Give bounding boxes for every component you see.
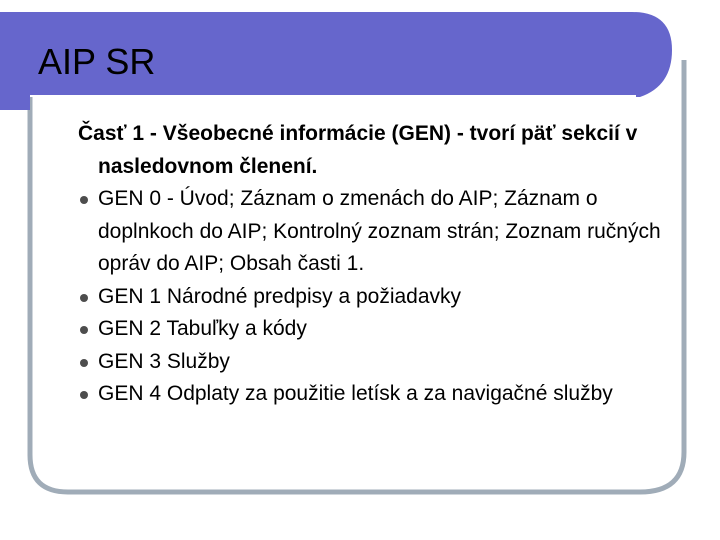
slide-title: AIP SR (38, 41, 156, 82)
bullet-text: GEN 2 Tabuľky a kódy (98, 317, 307, 340)
list-item (78, 281, 678, 314)
list-item (78, 378, 678, 411)
intro-text: Časť 1 - Všeobecné informácie (GEN) - tvorí päť sekcií v nasledovnom členení. (78, 122, 638, 178)
bullet-text: GEN 0 - Úvod; Záznam o zmenách do AIP; Záznam o doplnkoch do AIP; Kontrolný zoznam strán; Zoznam ručných opráv do AIP; Obsah časti 1. (98, 187, 661, 275)
list-item (78, 346, 678, 379)
bullet-dot-icon (80, 196, 88, 204)
bullet-dot-icon (80, 391, 88, 399)
list-item (78, 313, 678, 346)
slide-content (78, 118, 678, 411)
bullet-dot-icon (80, 326, 88, 334)
list-item (78, 183, 678, 281)
bullet-list (78, 183, 678, 411)
bullet-dot-icon (80, 294, 88, 302)
bullet-text: GEN 4 Odplaty za použitie letísk a za navigačné služby (98, 382, 613, 405)
bullet-text: GEN 3 Služby (98, 349, 230, 373)
bullet-dot-icon (80, 359, 88, 367)
bullet-text: GEN 1 Národné predpisy a požiadavky (98, 284, 462, 308)
